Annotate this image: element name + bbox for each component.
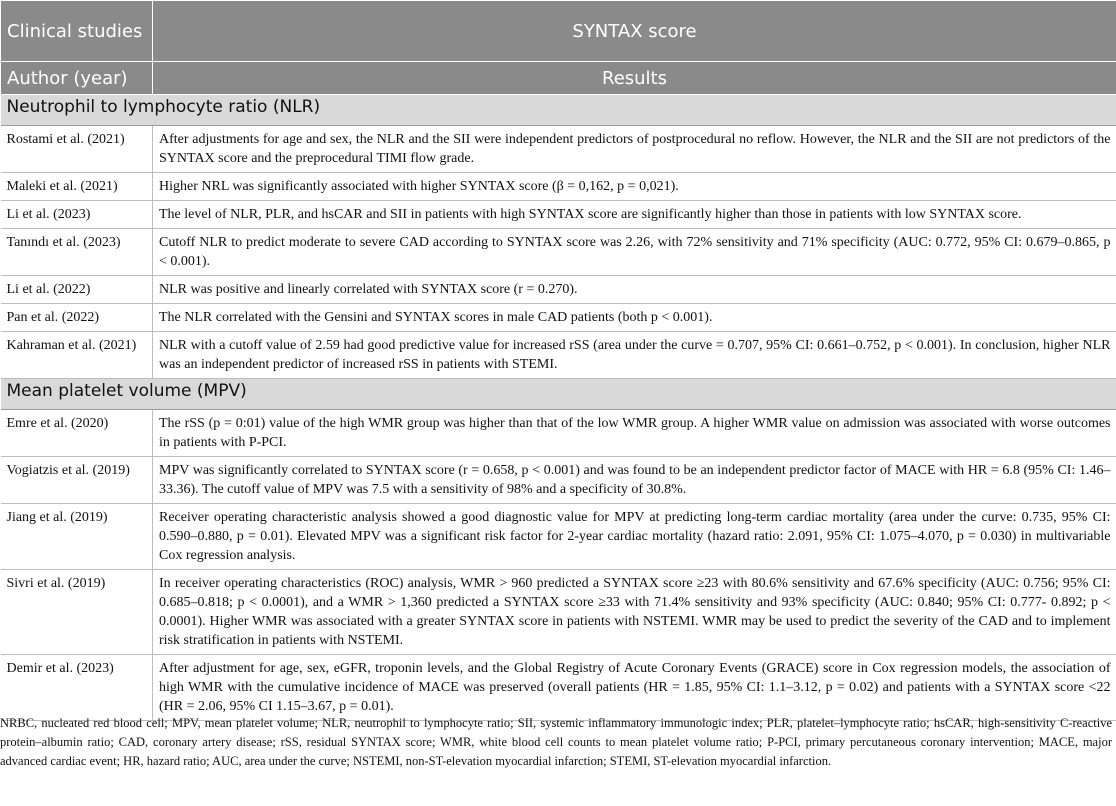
author-cell: Pan et al. (2022): [1, 304, 153, 332]
result-cell: NLR with a cutoff value of 2.59 had good predictive value for increased rSS (area under the curve = 0.707, 95% CI: 0.661–0.752, p < 0.001). In conclusion, higher NLR was an independent predictor of increased rSS in patients with STEMI.: [153, 332, 1116, 379]
author-cell: Sivri et al. (2019): [1, 570, 153, 655]
result-cell: MPV was significantly correlated to SYNTAX score (r = 0.658, p < 0.001) and was found to be an independent predictor factor of MACE with HR = 6.8 (95% CI: 1.46–33.36). The cutoff value of MPV was 7.5 with a sensitivity of 98% and a specificity of 30.8%.: [153, 457, 1116, 504]
author-cell: Tanındı et al. (2023): [1, 229, 153, 276]
table-row: [1, 457, 1116, 504]
table-row: [1, 126, 1116, 173]
author-cell: Rostami et al. (2021): [1, 126, 153, 173]
author-cell: Li et al. (2022): [1, 276, 153, 304]
author-cell: Li et al. (2023): [1, 201, 153, 229]
header-results: Results: [153, 62, 1116, 95]
author-cell: Vogiatzis et al. (2019): [1, 457, 153, 504]
author-cell: Jiang et al. (2019): [1, 504, 153, 570]
section-row-nlr: [1, 95, 1116, 126]
table-row: [1, 229, 1116, 276]
header-author-year: Author (year): [1, 62, 153, 95]
result-cell: After adjustments for age and sex, the NLR and the SII were independent predictors of postprocedural no reflow. However, the NLR and the SII are not predictors of the SYNTAX score and the preprocedural TIMI flow grade.: [153, 126, 1116, 173]
author-cell: Emre et al. (2020): [1, 410, 153, 457]
table-row: [1, 410, 1116, 457]
table-row: [1, 201, 1116, 229]
header-clinical-studies: Clinical studies: [1, 1, 153, 62]
table-row: [1, 304, 1116, 332]
author-cell: Maleki et al. (2021): [1, 173, 153, 201]
table-footnote: NRBC, nucleated red blood cell; MPV, mean platelet volume; NLR, neutrophil to lymphocyte ratio; SII, systemic inflammatory immunologic index; PLR, platelet–lymphocyte ratio; hsCAR, high-sensitivity C-reactive protein–albumin ratio; CAD, coronary artery disease; rSS, residual SYNTAX score; WMR, white blood cell counts to mean platelet volume ratio; P-PCI, primary percutaneous coronary intervention; MACE, major advanced cardiac event; HR, hazard ratio; AUC, area under the curve; NSTEMI, non-ST-elevation myocardial infarction; STEMI, ST-elevation myocardial infarction.: [0, 716, 1112, 768]
table-row: [1, 173, 1116, 201]
result-cell: The NLR correlated with the Gensini and SYNTAX scores in male CAD patients (both p < 0.001).: [153, 304, 1116, 332]
result-cell: NLR was positive and linearly correlated with SYNTAX score (r = 0.270).: [153, 276, 1116, 304]
section-row-mpv: [1, 379, 1116, 410]
table-row: [1, 332, 1116, 379]
table-row: [1, 655, 1116, 721]
result-cell: After adjustment for age, sex, eGFR, troponin levels, and the Global Registry of Acute Coronary Events (GRACE) score in Cox regression models, the association of high WMR with the cumulative incidence of MACE was preserved (overall patients (HR = 1.85, 95% CI: 1.1–3.12, p = 0.02) and patients with a SYNTAX score <22 (HR = 2.06, 95% CI 1.15–3.67, p = 0.01).: [153, 655, 1116, 721]
section-title: Mean platelet volume (MPV): [1, 379, 1116, 410]
header-syntax-score: SYNTAX score: [153, 1, 1116, 62]
result-cell: In receiver operating characteristics (ROC) analysis, WMR > 960 predicted a SYNTAX score ≥23 with 80.6% sensitivity and 67.6% specificity (AUC: 0.756; 95% CI: 0.685–0.818; p < 0.0001), and a WMR > 1,360 predicted a SYNTAX score ≥33 with 71.4% sensitivity and 93% specificity (AUC: 0.840; 95% CI: 0.777- 0.892; p < 0.0001). Higher WMR was associated with a greater SYNTAX score in patients with NSTEMI. WMR may be used to predict the severity of the CAD and to implement risk stratification in patients with NSTEMI.: [153, 570, 1116, 655]
result-cell: Higher NRL was significantly associated with higher SYNTAX score (β = 0,162, p = 0,021).: [153, 173, 1116, 201]
author-cell: Demir et al. (2023): [1, 655, 153, 721]
result-cell: The rSS (p = 0:01) value of the high WMR group was higher than that of the low WMR group. A higher WMR value on admission was associated with worse outcomes in patients with P-PCI.: [153, 410, 1116, 457]
header-row-top: [1, 1, 1116, 62]
table-row: [1, 570, 1116, 655]
result-cell: Cutoff NLR to predict moderate to severe CAD according to SYNTAX score was 2.26, with 72% sensitivity and 71% specificity (AUC: 0.772, 95% CI: 0.679–0.865, p < 0.001).: [153, 229, 1116, 276]
author-cell: Kahraman et al. (2021): [1, 332, 153, 379]
table-row: [1, 504, 1116, 570]
header-row-sub: [1, 62, 1116, 95]
section-title: Neutrophil to lymphocyte ratio (NLR): [1, 95, 1116, 126]
result-cell: The level of NLR, PLR, and hsCAR and SII in patients with high SYNTAX score are significantly higher than those in patients with low SYNTAX score.: [153, 201, 1116, 229]
table-row: [1, 276, 1116, 304]
result-cell: Receiver operating characteristic analysis showed a good diagnostic value for MPV at predicting long-term cardiac mortality (area under the curve: 0.735, 95% CI: 0.590–0.880, p = 0.01). Elevated MPV was a significant risk factor for 2-year cardiac mortality (hazard ratio: 2.091, 95% CI: 1.075–4.070, p = 0.030) in multivariable Cox regression analysis.: [153, 504, 1116, 570]
